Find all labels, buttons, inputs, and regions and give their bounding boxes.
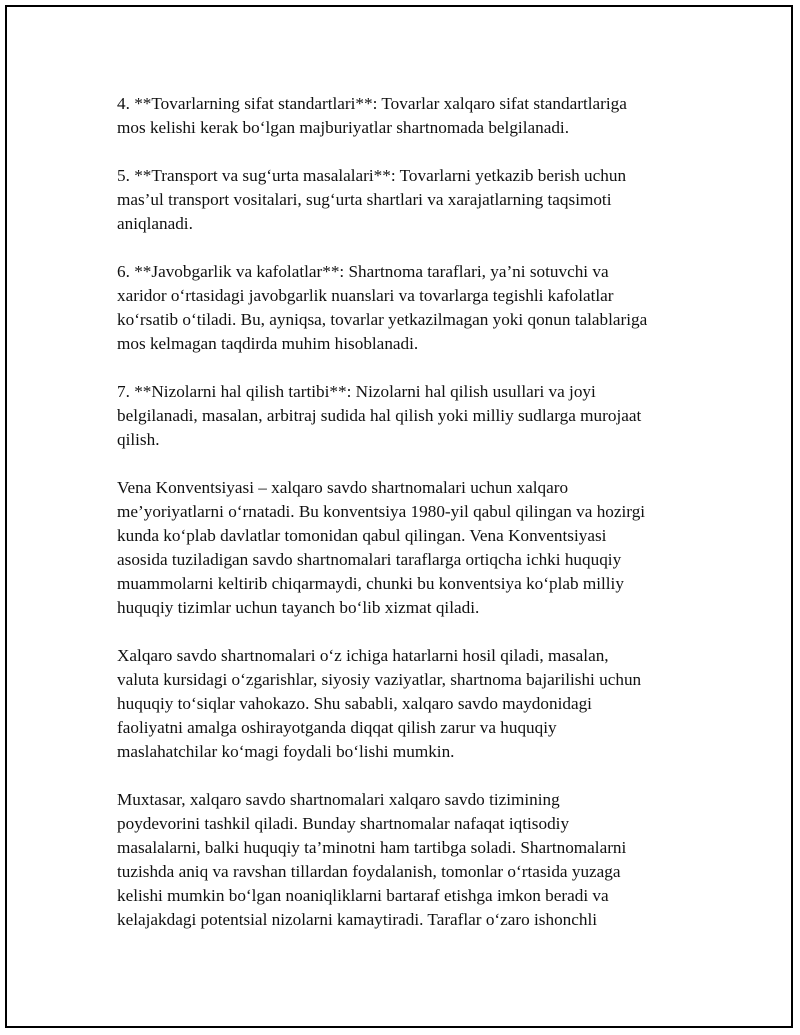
- paragraph-quality-standards: 4. **Tovarlarning sifat standartlari**: Tovarlar xalqaro sifat standartlariga mos kelishi kerak bo‘lgan majburiyatlar shartnomada belgilanadi.: [117, 94, 627, 137]
- paragraph-liability-warranties: 6. **Javobgarlik va kafolatlar**: Shartnoma taraflari, ya’ni sotuvchi va xaridor o‘rtasidagi javobgarlik nuanslari va tovarlarga tegishli kafolatlar ko‘rsatib o‘tiladi. Bu, ayniqsa, tovarlar yetkazilmagan yoki qonun talablariga mos kelmagan taqdirda muhim hisoblanadi.: [117, 262, 648, 353]
- paragraph-transport-insurance: 5. **Transport va sug‘urta masalalari**: Tovarlarni yetkazib berish uchun mas’ul transport vositalari, sug‘urta shartlari va xarajatlarning taqsimoti aniqlanadi.: [117, 166, 627, 233]
- paragraph-vienna-convention: Vena Konventsiyasi – xalqaro savdo shartnomalari uchun xalqaro me’yoriyatlarni o‘rnatadi. Bu konventsiya 1980-yil qabul qilingan va hozirgi kunda ko‘plab davlatlar tomonidan qabul qilingan. Vena Konventsiyasi asosida tuziladigan savdo shartnomalari taraflarga ortiqcha ichki huquqiy muammolarni keltirib chiqarmaydi, chunki bu konventsiya ko‘plab milliy huquqiy tizimlar uchun tayanch bo‘lib xizmat qiladi.: [117, 478, 646, 617]
- paragraph-risks: Xalqaro savdo shartnomalari o‘z ichiga hatarlarni hosil qiladi, masalan, valuta kursidagi o‘zgarishlar, siyosiy vaziyatlar, shartnoma bajarilishi uchun huquqiy to‘siqlar vahokazo. Shu sababli, xalqaro savdo maydonidagi faoliyatni amalga oshirayotganda diqqat qilish zarur va huquqiy maslahatchilar ko‘magi foydali bo‘lishi mumkin.: [117, 646, 642, 761]
- paragraph-summary: Muxtasar, xalqaro savdo shartnomalari xalqaro savdo tizimining poydevorini tashkil qiladi. Bunday shartnomalar nafaqat iqtisodiy masalalarni, balki huquqiy ta’minotni ham tartibga soladi. Shartnomalarni tuzishda aniq va ravshan tillardan foydalanish, tomonlar o‘rtasida yuzaga kelishi mumkin bo‘lgan noaniqliklarni bartaraf etishga imkon beradi va kelajakdagi potentsial nizolarni kamaytiradi. Taraflar o‘zaro ishonchli: [117, 790, 627, 929]
- paragraph-dispute-resolution: 7. **Nizolarni hal qilish tartibi**: Nizolarni hal qilish usullari va joyi belgilanadi, masalan, arbitraj sudida hal qilish yoki milliy sudlarga murojaat qilish.: [117, 382, 642, 449]
- document-body: [117, 92, 697, 932]
